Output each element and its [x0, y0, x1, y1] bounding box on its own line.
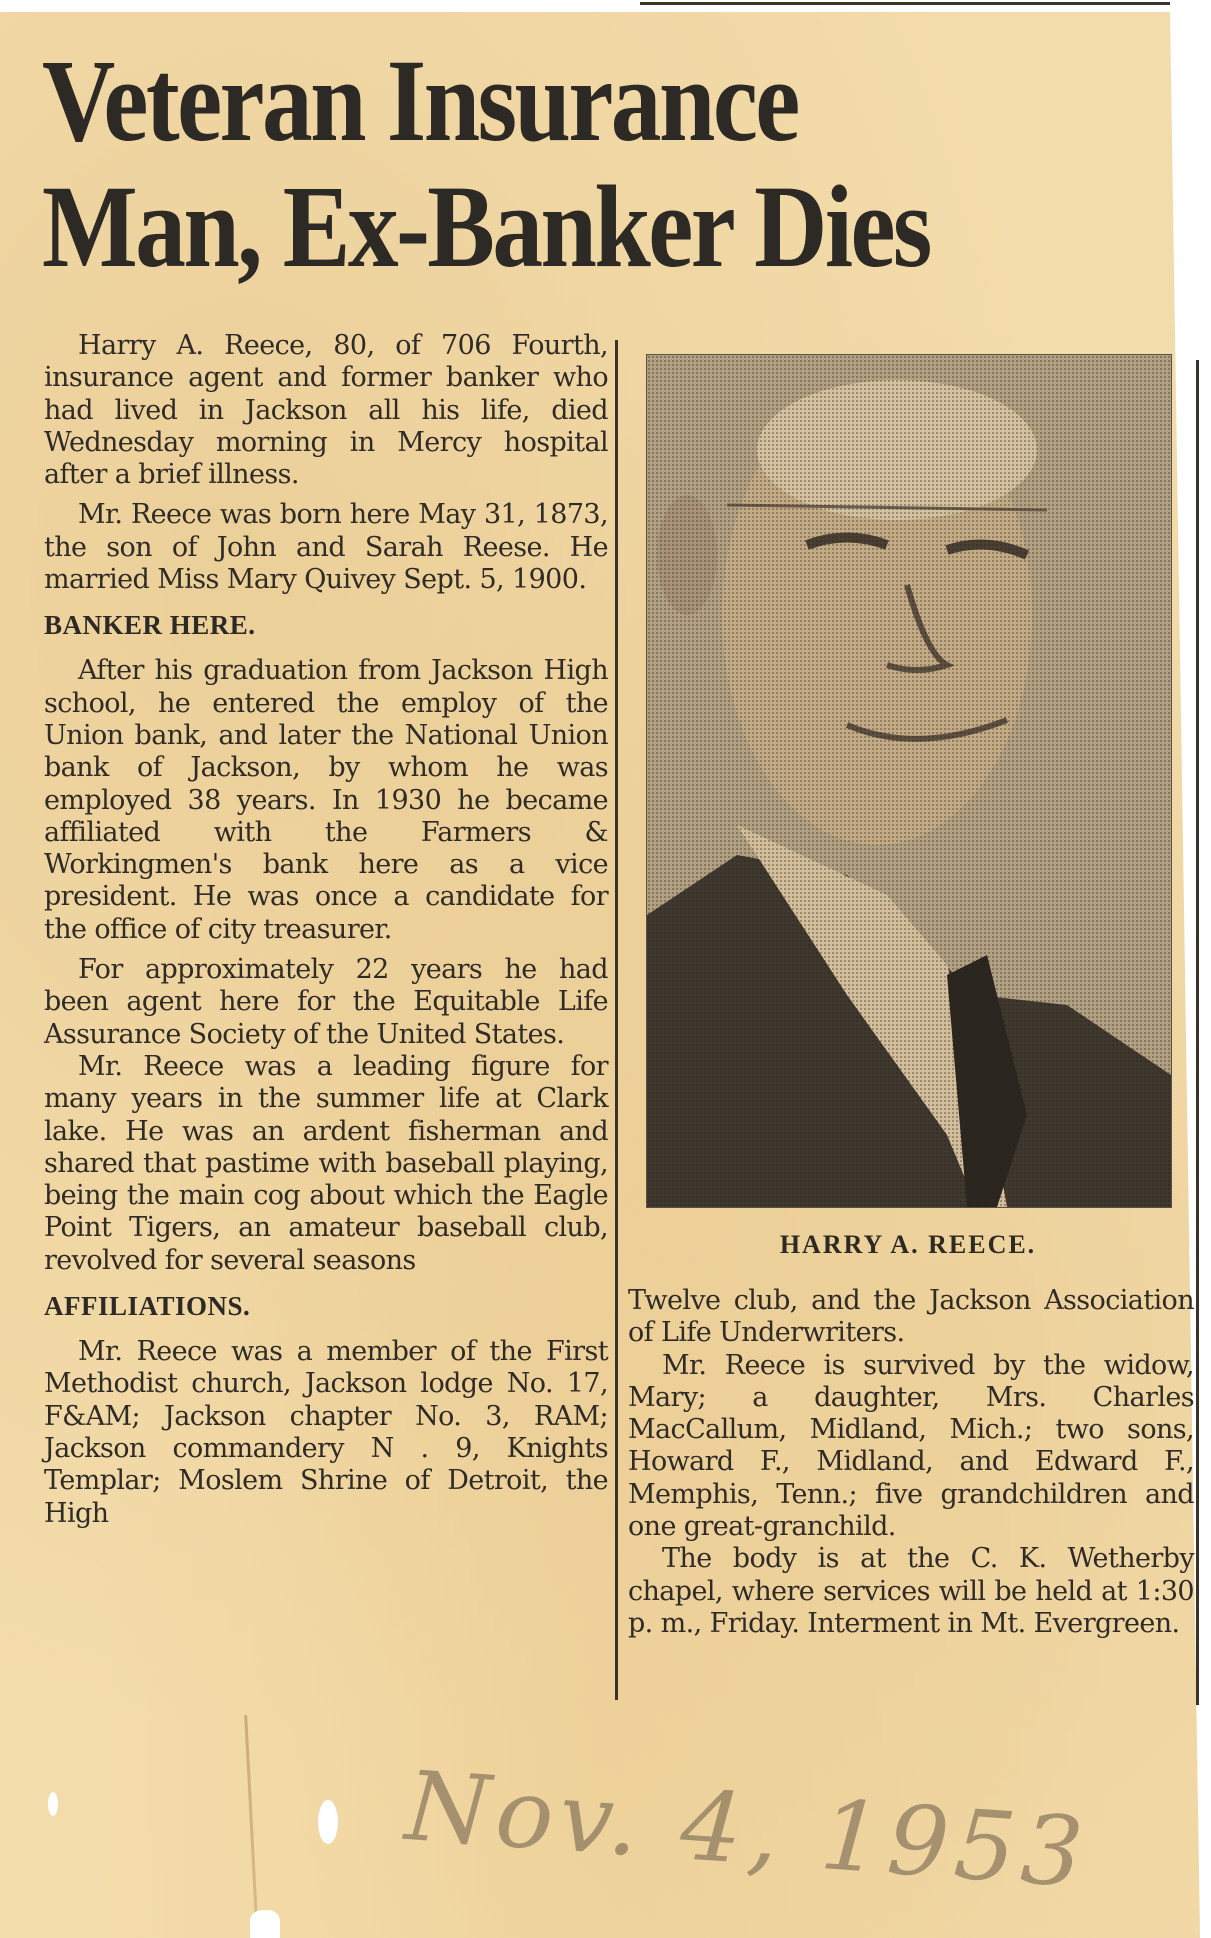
- portrait-photo: [646, 354, 1172, 1208]
- headline: [42, 35, 1005, 292]
- photo-caption: HARRY A. REECE.: [779, 1230, 1037, 1259]
- article-paragraph: The body is at the C. K. Wetherby chapel, where services will be held at 1:30 p. m., Friday. Interment in Mt. Evergreen.: [628, 1543, 1194, 1639]
- article-column-left: [44, 330, 608, 1530]
- article-paragraph: Twelve club, and the Jackson Association of Life Underwriters.: [628, 1285, 1194, 1349]
- handwritten-date: Nov. 4, 1953: [402, 1750, 1093, 1910]
- article-paragraph: Mr. Reece is survived by the widow, Mary; a daughter, Mrs. Charles MacCallum, Midland, Mich.; two sons, Howard F., Midland, and Edward F., Memphis, Tenn.; five grandchildren and one great-granchild.: [628, 1349, 1194, 1543]
- paper-tear: [318, 1800, 338, 1844]
- subhead-banker-here: BANKER HERE.: [44, 610, 256, 641]
- paper-tear: [48, 1792, 58, 1816]
- article-column-right: [628, 1285, 1194, 1640]
- article-paragraph: Harry A. Reece, 80, of 706 Fourth, insurance agent and former banker who had lived in Jackson all his life, died Wednesday morning in Mercy hospital after a brief illness.: [44, 330, 608, 491]
- article-paragraph: After his graduation from Jackson High school, he entered the employ of the Union bank, and later the National Union bank of Jackson, by whom he was employed 38 years. In 1930 he became affiliated with the Farmers & Workingmen's bank here as a vice president. He was once a candidate for the office of city treasurer.: [44, 655, 608, 945]
- column-divider: [615, 340, 618, 1700]
- headline-line-1: Veteran Insurance: [42, 35, 798, 166]
- article-paragraph: Mr. Reece was a member of the First Methodist church, Jackson lodge No. 17, F&AM; Jackson chapter No. 3, RAM; Jackson commandery N . 9, Knights Templar; Moslem Shrine of Detroit, the High: [44, 1336, 608, 1529]
- article-paragraph: For approximately 22 years he had been agent here for the Equitable Life Assurance Society of the United States.: [44, 954, 608, 1050]
- portrait-illustration: [647, 355, 1171, 1207]
- top-rule: [640, 2, 1170, 5]
- article-paragraph: Mr. Reece was born here May 31, 1873, the son of John and Sarah Reese. He married Miss Mary Quivey Sept. 5, 1900.: [44, 499, 608, 596]
- article-paragraph: Mr. Reece was a leading figure for many years in the summer life at Clark lake. He was an ardent fisherman and shared that pastime with baseball playing, being the main cog about which the Eagle Point Tigers, an amateur baseball club, revolved for several seasons: [44, 1050, 608, 1276]
- right-column-rule: [1196, 360, 1199, 1705]
- subhead-affiliations: AFFILIATIONS.: [44, 1291, 251, 1322]
- paper-tear: [250, 1910, 280, 1938]
- headline-line-2: Man, Ex-Banker Dies: [42, 161, 930, 292]
